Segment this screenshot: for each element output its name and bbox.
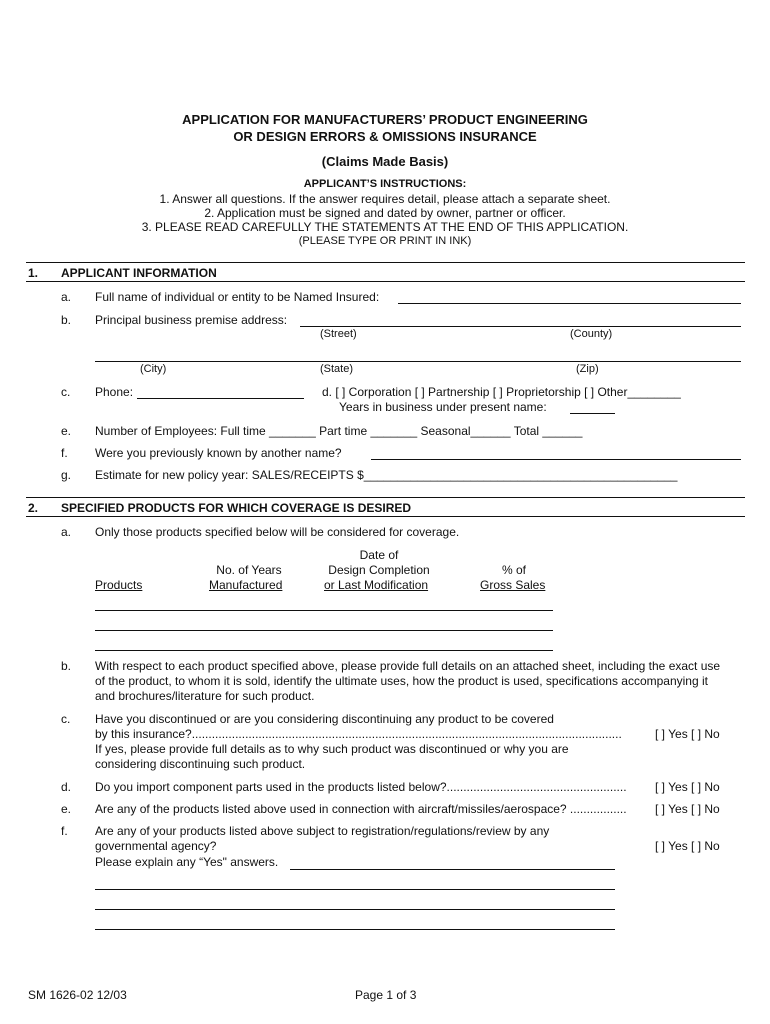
col-header-products [95,578,142,592]
col-header-years-2: Manufactured [209,578,283,592]
section-1-number: 1. [28,266,39,280]
subtitle: (Claims Made Basis) [321,154,449,169]
explain-yes-label: Please explain any “Yes" answers. [95,855,279,869]
title-line-2: OR DESIGN ERRORS & OMISSIONS INSURANCE [233,129,537,144]
address-label: Principal business premise address: [95,313,288,327]
col-header-pct-1: % of [501,563,526,577]
city-caption: (City) [140,363,167,375]
item-2a-letter: a. [61,525,72,539]
state-caption: (State) [320,363,354,375]
item-2e-letter: e. [61,802,72,816]
section-divider-top [26,262,745,263]
named-insured-field[interactable] [398,303,741,304]
section-2-number: 2. [28,501,39,515]
section-1-title: APPLICANT INFORMATION [61,266,217,280]
previous-name-label: Were you previously known by another name? [95,446,342,460]
item-2b-letter: b. [61,659,72,673]
instruction-2: 2. Application must be signed and dated by owner, partner or officer. [204,206,566,220]
item-1b-letter: b. [61,313,72,327]
explain-line-3[interactable] [95,909,615,910]
instructions-heading: APPLICANT’S INSTRUCTIONS: [303,178,467,190]
employees-row[interactable]: Number of Employees: Full time _______ Part time _______ Seasonal______ Total ______ [95,424,583,438]
section-2-divider-bottom [26,516,745,517]
section-2-title: SPECIFIED PRODUCTS FOR WHICH COVERAGE IS DESIRED [61,501,412,515]
item-2e-text: Are any of the products listed above used in connection with aircraft/missiles/aerospace? ................. [95,802,627,816]
item-2b-line-3: and brochures/literature for such product. [95,689,315,703]
explain-line-4[interactable] [95,929,615,930]
years-in-business-label: Years in business under present name: [339,400,547,414]
street-county-field[interactable] [300,326,741,327]
sales-estimate-row[interactable]: Estimate for new policy year: SALES/RECEIPTS $_______________________________________________ [95,468,678,482]
county-caption: (County) [570,328,613,340]
item-1e-letter: e. [61,424,72,438]
instruction-1: 1. Answer all questions. If the answer requires detail, please attach a separate sheet. [159,192,611,206]
item-2c-line-3: If yes, please provide full details as to why such product was discontinued or why you are [95,742,569,756]
item-2f-line-2: governmental agency? [95,839,217,853]
item-2b-line-1: With respect to each product specified above, please provide full details on an attached sheet, including the exact use [95,659,721,673]
phone-label: Phone: [95,385,134,399]
item-2e-yes-no[interactable]: [ ] Yes [ ] No [655,802,720,816]
instruction-4: (PLEASE TYPE OR PRINT IN INK) [298,235,472,247]
col-header-products-text: Products [95,578,143,592]
street-caption: (Street) [320,328,357,340]
explain-line-2[interactable] [95,889,615,890]
product-line-2[interactable] [95,630,553,631]
item-2f-line-1: Are any of your products listed above subject to registration/regulations/review by any [95,824,550,838]
phone-field[interactable] [137,398,304,399]
col-header-pct-2: Gross Sales [480,578,546,592]
previous-name-field[interactable] [371,459,741,460]
col-header-date-2: Design Completion [328,563,430,577]
item-2c-line-4: considering discontinuing such product. [95,757,306,771]
item-1c-letter: c. [61,385,71,399]
city-state-zip-field[interactable] [95,361,741,362]
instruction-3: 3. PLEASE READ CAREFULLY THE STATEMENTS AT THE END OF THIS APPLICATION. [141,220,629,234]
item-1g-letter: g. [61,468,72,482]
entity-type-options[interactable]: d. [ ] Corporation [ ] Partnership [ ] Proprietorship [ ] Other________ [322,385,681,399]
item-1f-letter: f. [61,446,68,460]
item-2b-line-2: of the product, to whom it is sold, identify the ultimate uses, how the product is used, specifications accompanying it [95,674,708,688]
zip-caption: (Zip) [576,363,599,375]
page-number: Page 1 of 3 [355,988,417,1002]
item-2d-text: Do you import component parts used in the products listed below?...................................................... [95,780,627,794]
product-line-1[interactable] [95,610,553,611]
item-2f-yes-no[interactable]: [ ] Yes [ ] No [655,839,720,853]
title-line-1: APPLICATION FOR MANUFACTURERS’ PRODUCT ENGINEERING [182,112,588,127]
item-2c-yes-no[interactable]: [ ] Yes [ ] No [655,727,720,741]
item-2c-line-2: by this insurance?................................................................................................................................. [95,727,622,741]
product-line-3[interactable] [95,650,553,651]
item-2d-letter: d. [61,780,72,794]
item-2d-yes-no[interactable]: [ ] Yes [ ] No [655,780,720,794]
form-number: SM 1626-02 12/03 [28,988,127,1002]
section-divider-bottom [26,281,745,282]
item-2c-letter: c. [61,712,71,726]
col-header-date-1: Date of [359,548,399,562]
products-intro: Only those products specified below will be considered for coverage. [95,525,460,539]
item-1a-letter: a. [61,290,72,304]
section-2-divider-top [26,497,745,498]
years-in-business-field[interactable] [570,413,615,414]
col-header-years-1: No. of Years [216,563,282,577]
col-header-date-3: or Last Modification [324,578,429,592]
explain-line-1[interactable] [290,869,615,870]
item-2f-letter: f. [61,824,68,838]
item-2c-line-1: Have you discontinued or are you considering discontinuing any product to be covered [95,712,554,726]
named-insured-label: Full name of individual or entity to be Named Insured: [95,290,380,304]
